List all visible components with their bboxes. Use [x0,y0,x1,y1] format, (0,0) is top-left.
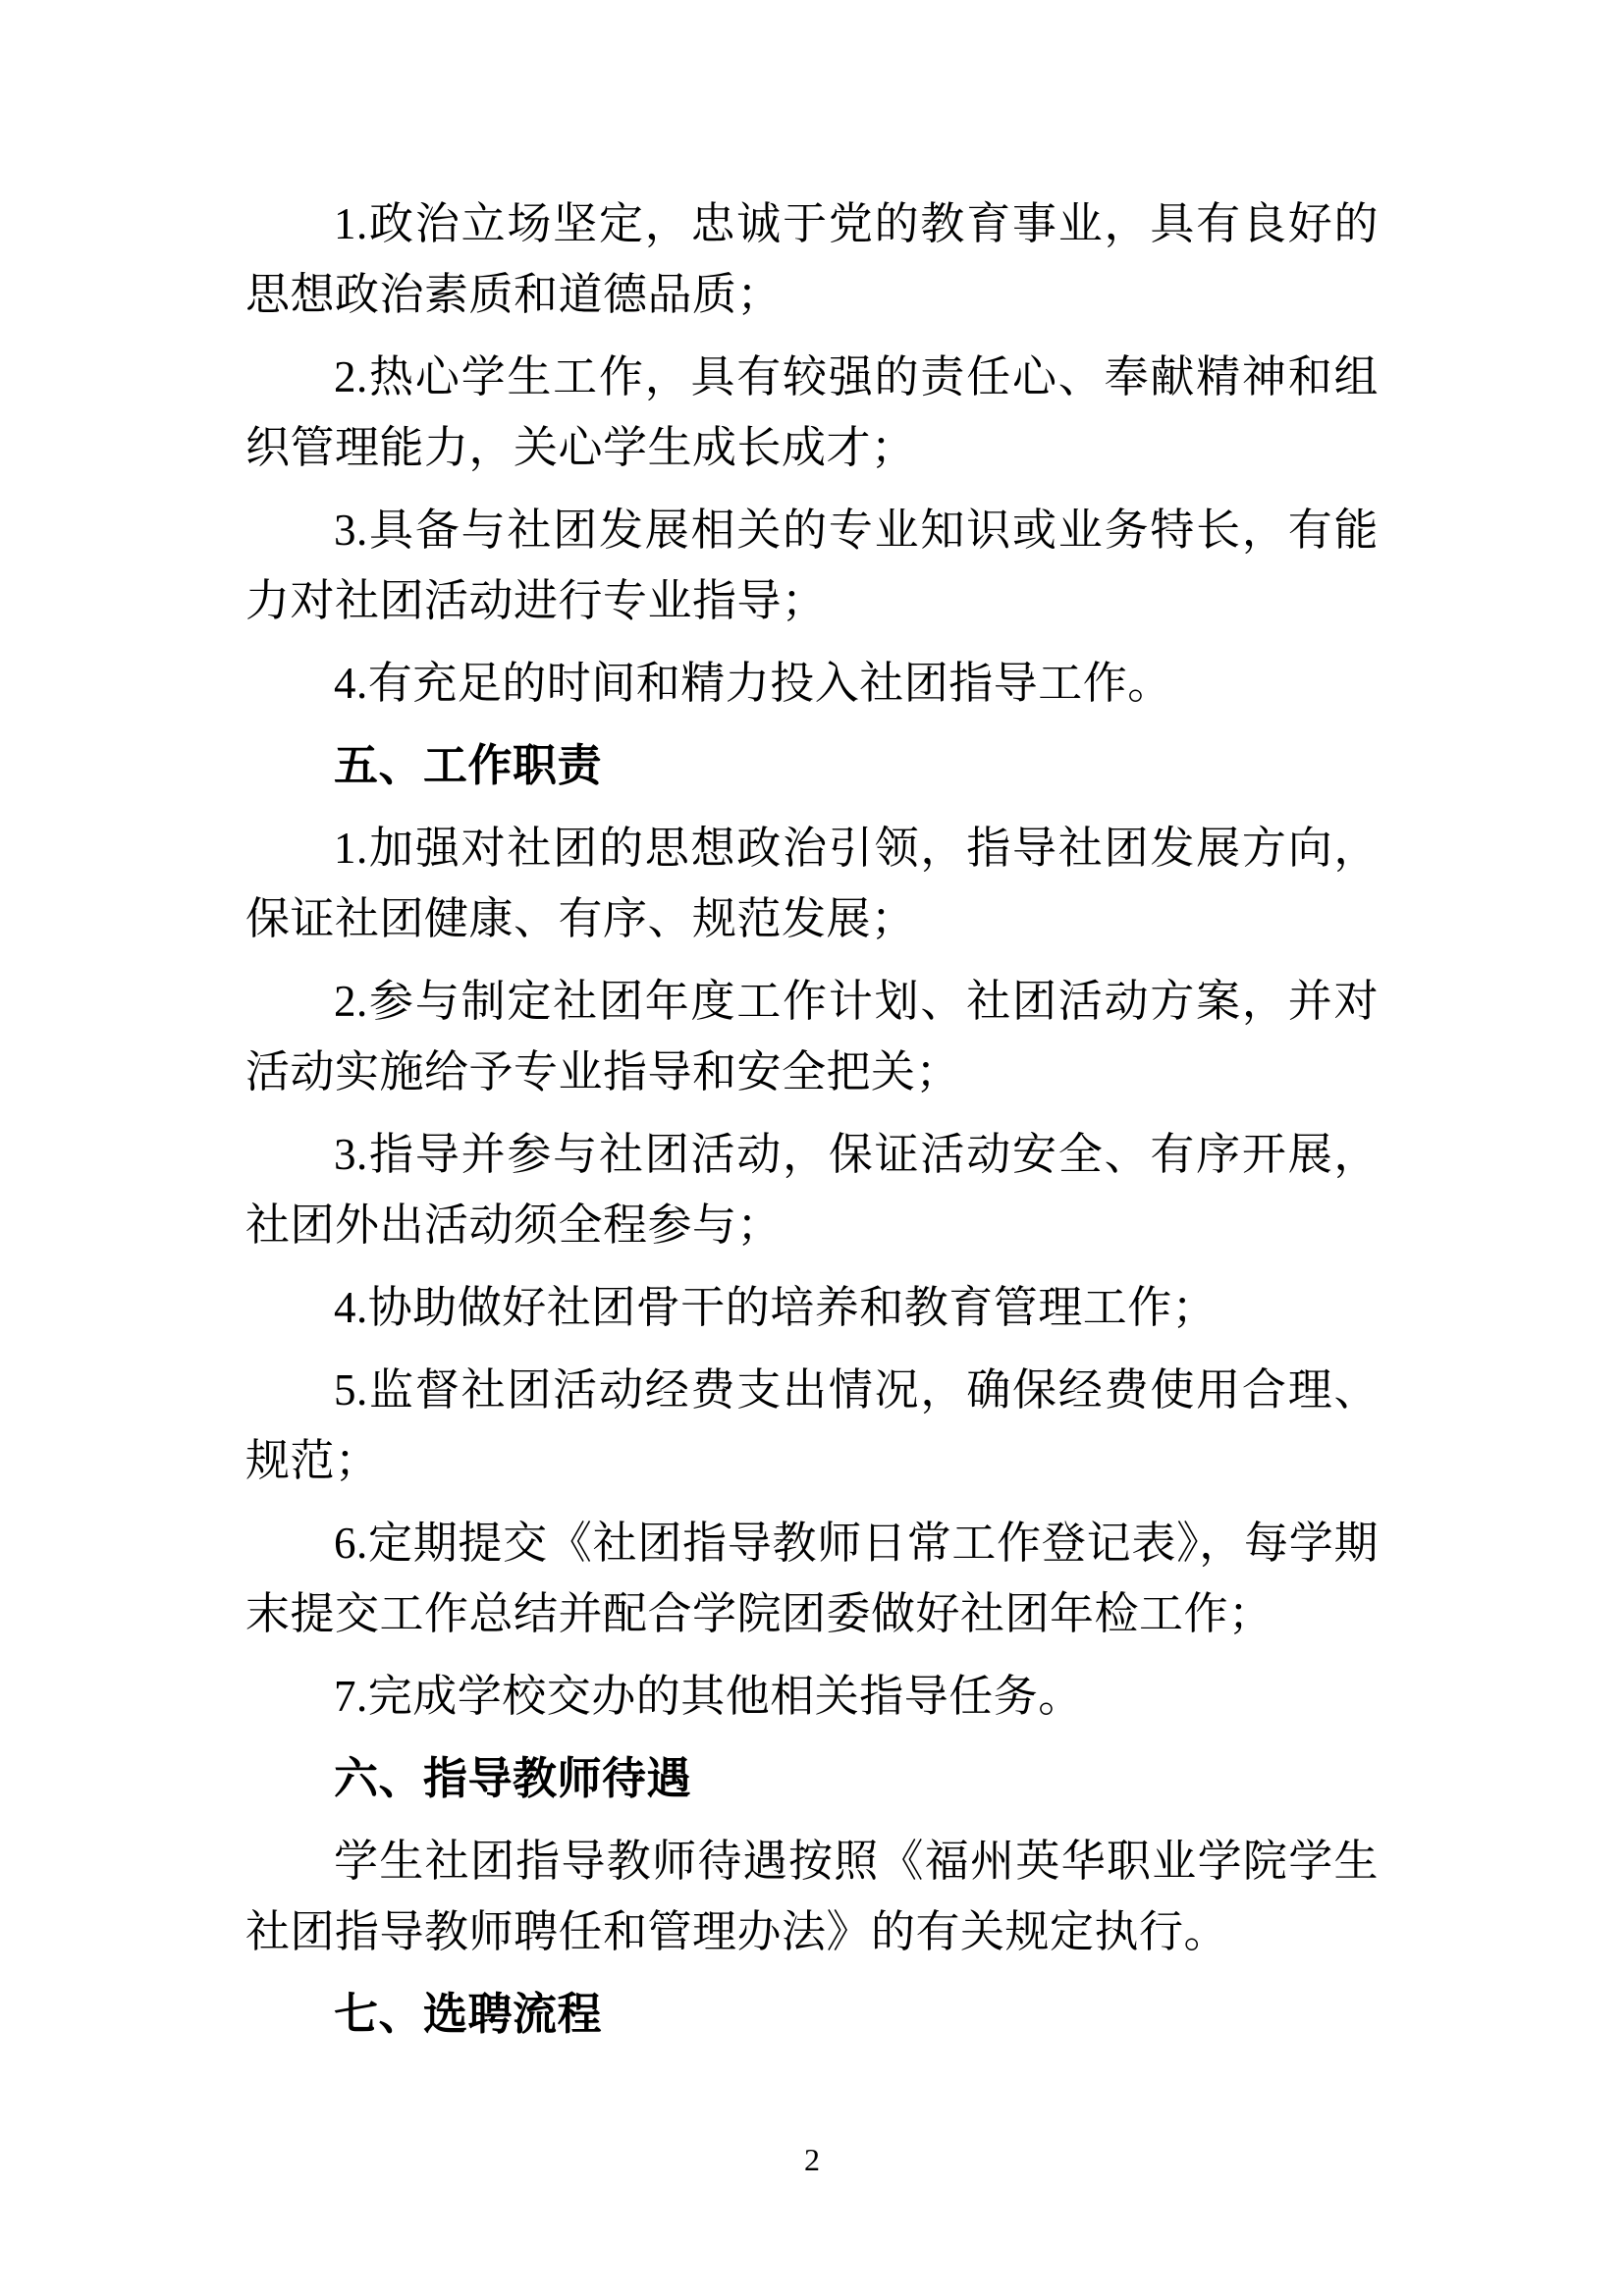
numbered-item: 1.政治立场坚定，忠诚于党的教育事业，具有良好的思想政治素质和道德品质； [245,199,1379,319]
numbered-item: 4.有充足的时间和精力投入社团指导工作。 [334,659,1172,708]
section-heading-compensation: 六、指导教师待遇 [334,1754,692,1803]
document-body [245,177,1379,2050]
numbered-item: 3.具备与社团发展相关的专业知识或业务特长，有能力对社团活动进行专业指导； [245,506,1379,625]
section-heading-duties: 五、工作职责 [334,741,603,790]
page-footer [0,2142,1624,2177]
numbered-item: 4.协助做好社团骨干的培养和教育管理工作； [334,1283,1218,1332]
body-paragraph: 学生社团指导教师待遇按照《福州英华职业学院学生社团指导教师聘任和管理办法》的有关规定执行。 [245,1837,1379,1956]
section-heading-selection-process: 七、选聘流程 [334,1990,603,2039]
numbered-item: 2.热心学生工作，具有较强的责任心、奉献精神和组织管理能力，关心学生成长成才； [245,352,1379,472]
numbered-item: 5.监督社团活动经费支出情况，确保经费使用合理、规范； [245,1365,1379,1485]
numbered-item: 7.完成学校交办的其他相关指导任务。 [334,1672,1083,1721]
numbered-item: 6.定期提交《社团指导教师日常工作登记表》，每学期末提交工作总结并配合学院团委做好社团年检工作； [245,1519,1379,1638]
numbered-item: 2.参与制定社团年度工作计划、社团活动方案，并对活动实施给予专业指导和安全把关； [245,977,1379,1096]
numbered-item: 3.指导并参与社团活动，保证活动安全、有序开展，社团外出活动须全程参与； [245,1130,1379,1250]
numbered-item: 1.加强对社团的思想政治引领，指导社团发展方向，保证社团健康、有序、规范发展； [245,824,1379,943]
page-number: 2 [804,2142,820,2177]
